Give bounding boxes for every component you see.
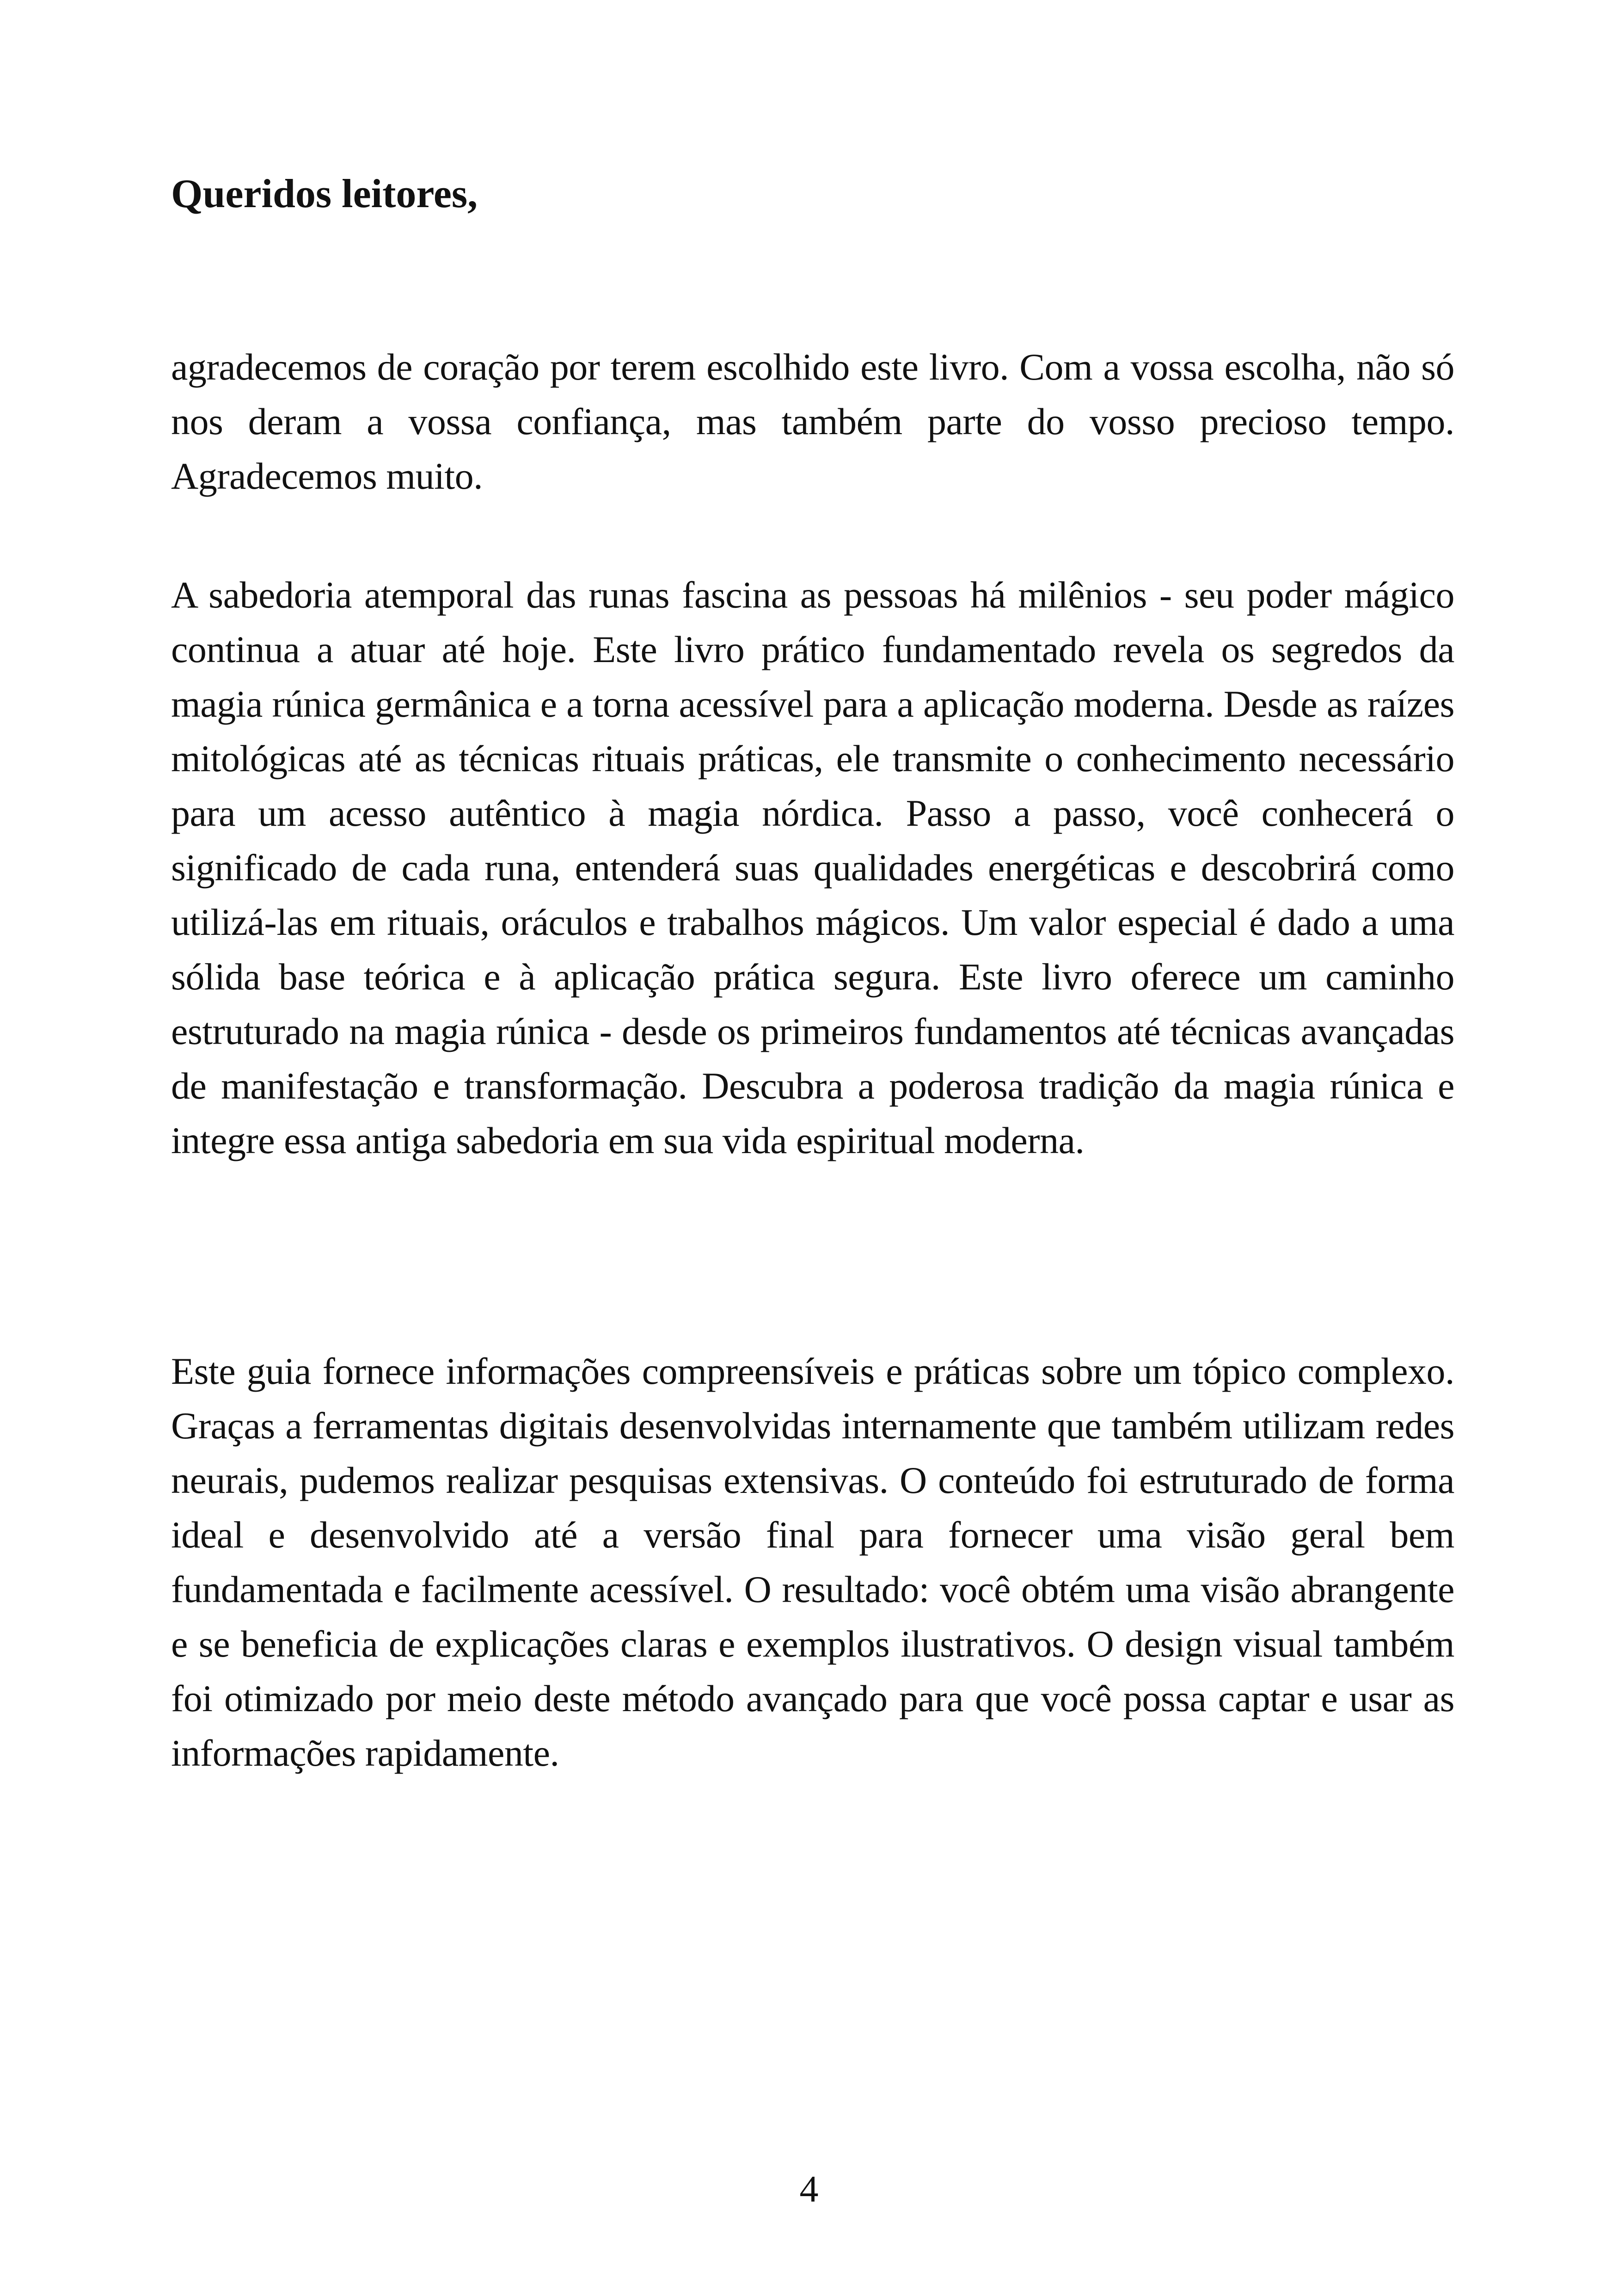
paragraph-thanks: agradecemos de coração por terem escolhido este livro. Com a vossa escolha, não só nos deram a vossa confiança, mas também parte do vosso precioso tempo. Agradecemos muito. (171, 346, 1454, 497)
greeting-heading: Queridos leitores, (171, 172, 478, 216)
page-number: 4 (799, 2168, 819, 2210)
paragraph-runes: A sabedoria atemporal das runas fascina as pessoas há milênios - seu poder mágico continua a atuar até hoje. Este livro prático fundamentado revela os segredos da magia rúnica germânica e a torna acessível para a aplicação moderna. Desde as raízes mitológicas até as técnicas rituais práticas, ele transmite o conhecimento necessário para um acesso autêntico à magia nórdica. Passo a passo, você conhecerá o significado de cada runa, entenderá suas qualidades energéticas e descobrirá como utilizá-las em rituais, oráculos e trabalhos mágicos. Um valor especial é dado a uma sólida base teórica e à aplicação prática segura. Este livro oferece um caminho estruturado na magia rúnica - desde os primeiros fundamentos até técnicas avançadas de manifestação e transformação. Descubra a poderosa tradição da magia rúnica e integre essa antiga sabedoria em sua vida espiritual moderna. (171, 574, 1454, 1161)
paragraph-guide: Este guia fornece informações compreensíveis e práticas sobre um tópico complexo. Graças a ferramentas digitais desenvolvidas internamente que também utilizam redes neurais, pudemos realizar pesquisas extensivas. O conteúdo foi estruturado de forma ideal e desenvolvido até a versão final para fornecer uma visão geral bem fundamentada e facilmente acessível. O resultado: você obtém uma visão abrangente e se beneficia de explicações claras e exemplos ilustrativos. O design visual também foi otimizado por meio deste método avançado para que você possa captar e usar as informações rapidamente. (171, 1350, 1454, 1774)
